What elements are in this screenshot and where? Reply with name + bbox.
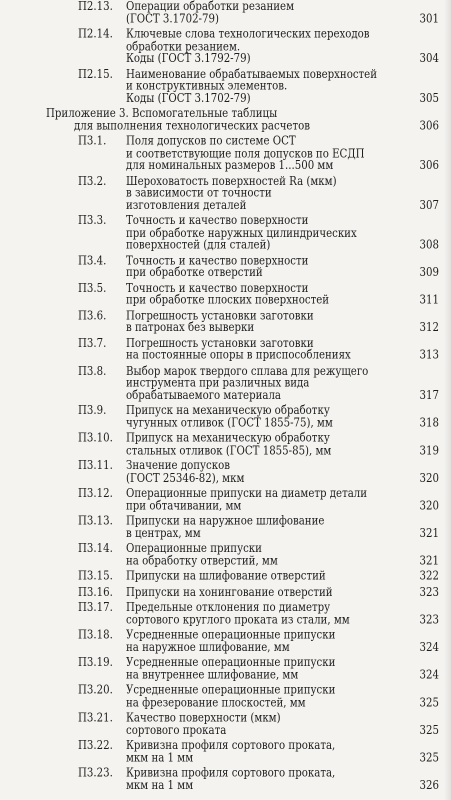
toc-entry-title-line: Операционные припуски (126, 543, 262, 556)
toc-line (0, 351, 451, 363)
toc-entry-page-number: 324 (419, 669, 439, 682)
toc-entry-code: П3.14. (78, 543, 113, 556)
toc-entry-page-number: 305 (419, 92, 439, 106)
toc-entry-title-line: Предельные отклонения по диаметру (126, 601, 331, 615)
toc-entry-code: П3.6. (78, 310, 107, 323)
toc-line (0, 572, 451, 584)
toc-entry-code: П3.20. (78, 684, 113, 698)
toc-entry-title-line: на обработку отверстий, мм (126, 555, 278, 569)
toc-entry-code: П2.13. (78, 0, 113, 14)
toc-entry-page-number: 312 (419, 322, 439, 336)
toc-entry-title-line: Усредненные операционные припуски (126, 656, 336, 670)
toc-entry-page-number: 326 (419, 779, 439, 793)
toc-entry-title-line: Приложение 3. Вспомогательные таблицы (46, 108, 278, 121)
toc-line (0, 615, 451, 627)
toc-line (0, 296, 451, 308)
toc-entry-title-line: стальных отливок (ГОСТ 1855-85), мм (126, 445, 332, 458)
toc-line (0, 781, 451, 793)
toc-entry-page-number: 309 (419, 267, 439, 280)
toc-entry-title-line: Погрешность установки заготовки (126, 310, 314, 323)
toc-entry-title-line: при обработке наружных цилиндрических (126, 227, 357, 241)
toc-entry-page-number: 323 (419, 613, 439, 627)
toc-entry-title-line: Коды (ГОСТ 3.1702-79) (126, 92, 251, 106)
toc-line (0, 324, 451, 336)
toc-line (0, 161, 451, 173)
toc-entry-page-number: 304 (419, 52, 439, 66)
toc-entry-code: П3.8. (78, 365, 107, 379)
toc-entry (0, 572, 451, 584)
toc-entry-title-line: Операции обработки резанием (126, 0, 295, 14)
toc-line (0, 670, 451, 682)
toc-entry-code: П3.7. (78, 337, 107, 351)
toc-entry-code: П3.2. (78, 175, 107, 189)
toc-line (0, 741, 451, 753)
toc-entry-code: П3.17. (78, 601, 113, 615)
toc-entry-title-line: Припуск на механическую обработку (126, 432, 330, 446)
toc-line (0, 241, 451, 253)
toc-entry-code: П3.4. (78, 255, 107, 268)
toc-entry-title-line: Точность и качество поверхности (126, 282, 309, 296)
toc-entry-page-number: 323 (419, 586, 439, 599)
toc-entry-title-line: на наружное шлифование, мм (126, 641, 290, 655)
toc-entry-title-line: на внутреннее шлифование, мм (126, 669, 299, 682)
toc-entry-title-line: в патронах без выверки (126, 322, 255, 336)
toc-entry-title-line: Припуски на хонингование отверстий (126, 586, 333, 599)
toc-entry (0, 2, 451, 26)
toc-entry-page-number: 317 (419, 389, 439, 403)
toc-entry-title-line: Кривизна профиля сортового проката, (126, 767, 336, 780)
toc-line (0, 54, 451, 66)
toc-entry-page-number: 321 (419, 555, 439, 569)
toc-entry-title-line: мкм на 1 мм (126, 751, 194, 765)
toc-entry (0, 69, 451, 106)
toc-entry-title-line: сортового проката (126, 724, 227, 737)
toc-entry-code: П3.12. (78, 488, 113, 501)
toc-entry-title-line: поверхностей (для сталей) (126, 239, 271, 253)
toc-entry-title-line: для номинальных размеров 1...500 мм (126, 160, 334, 173)
toc-line (0, 391, 451, 403)
toc-entry-page-number: 306 (419, 120, 439, 133)
toc-entry (0, 216, 451, 253)
toc-entry (0, 339, 451, 363)
toc-entry-title-line: (ГОСТ 25346-82), мкм (126, 472, 245, 486)
toc-entry-title-line: Операционные припуски на диаметр детали (126, 488, 368, 501)
toc-entry (0, 768, 451, 792)
toc-entry-title-line: Поля допусков по системе ОСТ (126, 135, 296, 149)
toc-entry-title-line: на фрезерование плоскостей, мм (126, 696, 306, 710)
toc-entry-page-number: 319 (419, 445, 439, 458)
toc-entry-title-line: изготовления деталей (126, 199, 247, 213)
toc-entry-code: П3.23. (78, 767, 113, 780)
toc-entry-title-line: инструмента при различных вида (126, 377, 310, 391)
toc-entry-title-line: Значение допусков (126, 460, 230, 474)
toc-entry-title-line: Припуски на наружное шлифование (126, 515, 325, 529)
toc-entry-title-line: Выбор марок твердого сплава для режущего (126, 365, 369, 379)
toc-line (0, 474, 451, 486)
toc-line (0, 587, 451, 599)
table-of-contents (0, 2, 451, 796)
toc-entry-page-number: 324 (419, 641, 439, 655)
toc-entry (0, 517, 451, 541)
toc-entry-page-number: 325 (419, 696, 439, 710)
toc-entry-code: П3.3. (78, 215, 107, 228)
toc-line (0, 698, 451, 710)
toc-line (0, 725, 451, 737)
toc-entry (0, 406, 451, 430)
toc-entry-code: П3.13. (78, 515, 113, 529)
toc-line (0, 768, 451, 780)
toc-entry (0, 713, 451, 737)
toc-entry-title-line: Усредненные операционные припуски (126, 684, 336, 698)
toc-entry-code: П3.5. (78, 282, 107, 296)
toc-entry (0, 489, 451, 513)
toc-entry-title-line: Точность и качество поверхности (126, 215, 309, 228)
toc-entry (0, 686, 451, 710)
toc-line (0, 268, 451, 280)
toc-entry-page-number: 320 (419, 500, 439, 513)
toc-entry-title-line: Припуски на шлифование отверстий (126, 570, 326, 584)
toc-line (0, 201, 451, 213)
toc-entry-title-line: при обтачивании, мм (126, 500, 242, 513)
toc-entry-code: П3.15. (78, 570, 113, 584)
toc-entry-code: П2.15. (78, 68, 113, 81)
toc-entry-title-line: Погрешность установки заготовки (126, 337, 314, 351)
page-fold-shadow (444, 0, 451, 800)
toc-entry-code: П3.1. (78, 135, 107, 149)
toc-entry-title-line: Наименование обрабатываемых поверхностей (126, 68, 377, 81)
toc-entry-title-line: при обработке плоских поверхностей (126, 294, 330, 308)
toc-entry-code: П3.11. (78, 460, 113, 474)
toc-entry-title-line: Усредненные операционные припуски (126, 629, 336, 642)
toc-line (0, 446, 451, 458)
toc-entry (0, 177, 451, 214)
toc-entry-title-line: в зависимости от точности (126, 187, 272, 201)
toc-entry (0, 587, 451, 599)
toc-entry-title-line: Коды (ГОСТ 3.1792-79) (126, 52, 251, 66)
toc-entry-code: П2.14. (78, 28, 113, 42)
toc-entry-title-line: чугунных отливок (ГОСТ 1855-75), мм (126, 417, 333, 431)
toc-entry-page-number: 308 (419, 239, 439, 253)
toc-entry (0, 137, 451, 174)
toc-entry-page-number: 311 (419, 294, 439, 308)
toc-entry-page-number: 301 (419, 13, 439, 26)
toc-line (0, 94, 451, 106)
toc-entry (0, 284, 451, 308)
toc-line (0, 2, 451, 14)
toc-entry-title-line: (ГОСТ 3.1702-79) (126, 13, 219, 26)
toc-entry-title-line: Точность и качество поверхности (126, 255, 309, 268)
toc-line (0, 419, 451, 431)
toc-entry (0, 741, 451, 765)
toc-entry-code: П3.22. (78, 739, 113, 753)
toc-line (0, 30, 451, 42)
toc-line (0, 753, 451, 765)
toc-entry-code: П3.19. (78, 656, 113, 670)
toc-line (0, 14, 451, 26)
toc-entry-title-line: Ключевые слова технологических переходов (126, 28, 370, 42)
toc-entry (0, 256, 451, 280)
toc-line (0, 517, 451, 529)
toc-entry-title-line: Кривизна профиля сортового проката, (126, 739, 336, 753)
toc-entry-title-line: сортового круглого проката из стали, мм (126, 613, 350, 627)
toc-entry-title-line: Качество поверхности (мкм) (126, 712, 281, 725)
toc-entry (0, 30, 451, 67)
toc-line (0, 686, 451, 698)
toc-entry-code: П3.16. (78, 586, 113, 599)
toc-entry (0, 603, 451, 627)
toc-entry-page-number: 321 (419, 527, 439, 541)
toc-line (0, 121, 451, 133)
toc-entry-page-number: 318 (419, 417, 439, 431)
toc-line (0, 658, 451, 670)
toc-line (0, 630, 451, 642)
toc-entry-page-number: 307 (419, 199, 439, 213)
toc-entry (0, 630, 451, 654)
toc-entry-code: П3.18. (78, 629, 113, 642)
toc-entry (0, 544, 451, 568)
toc-line (0, 501, 451, 513)
toc-entry-title-line: для выполнения технологических расчетов (74, 120, 310, 133)
toc-entry-title-line: обработки резанием. (126, 40, 241, 54)
toc-entry-page-number: 320 (419, 472, 439, 486)
toc-entry-title-line: на постоянные опоры в приспособлениях (126, 350, 351, 363)
toc-entry (0, 109, 451, 133)
toc-entry-code: П3.9. (78, 405, 107, 418)
toc-entry (0, 434, 451, 458)
toc-entry-title-line: Припуск на механическую обработку (126, 405, 330, 418)
toc-line (0, 603, 451, 615)
toc-entry-title-line: обрабатываемого материала (126, 389, 282, 403)
toc-entry (0, 311, 451, 335)
toc-entry-title-line: и соответствующие поля допусков по ЕСДП (126, 147, 365, 161)
toc-entry (0, 367, 451, 404)
toc-entry-page-number: 306 (419, 160, 439, 173)
toc-line (0, 529, 451, 541)
toc-entry-title-line: и конструктивных элементов. (126, 80, 288, 94)
toc-entry-code: П3.10. (78, 432, 113, 446)
toc-entry-page-number: 325 (419, 724, 439, 737)
toc-entry-page-number: 325 (419, 751, 439, 765)
toc-line (0, 557, 451, 569)
toc-entry-code: П3.21. (78, 712, 113, 725)
toc-entry-title-line: при обработке отверстий (126, 267, 263, 280)
toc-line (0, 137, 451, 149)
toc-entry-title-line: мкм на 1 мм (126, 779, 194, 793)
toc-entry (0, 462, 451, 486)
toc-line (0, 643, 451, 655)
toc-entry-title-line: Шероховатость поверхностей Ra (мкм) (126, 175, 337, 189)
toc-entry-title-line: в центрах, мм (126, 527, 201, 541)
toc-entry (0, 658, 451, 682)
toc-line (0, 713, 451, 725)
toc-entry-page-number: 313 (419, 350, 439, 363)
toc-entry-page-number: 322 (419, 570, 439, 584)
